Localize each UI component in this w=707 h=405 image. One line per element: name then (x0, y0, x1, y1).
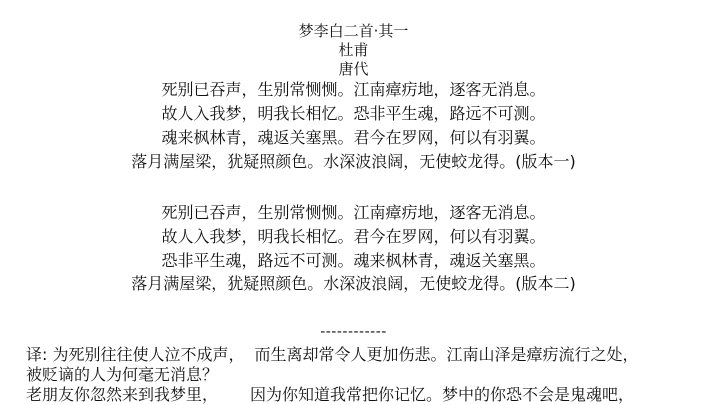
version2-line-3: 恐非平生魂，路远不可测。魂来枫林青，魂返关塞黑。 (161, 251, 546, 270)
translation-line-1-part-a: 译: 为死别往往使人泣不成声， (26, 345, 245, 364)
translation-line-2: 被贬谪的人为何毫无消息？ (26, 365, 219, 384)
version1-line-1: 死别已吞声，生别常恻恻。江南瘴疠地，逐客无消息。 (161, 80, 546, 99)
poem-title: 梦李白二首·其一 (298, 22, 409, 40)
translation-line-3-part-a: 老朋友你忽然来到我梦里， (26, 385, 219, 404)
poem-author: 杜甫 (338, 41, 369, 59)
version2-line-2: 故人入我梦，明我长相忆。君今在罗网，何以有羽翼。 (161, 227, 546, 246)
poem-dynasty: 唐代 (338, 60, 369, 78)
translation-line-3 (26, 385, 701, 405)
translation-line-3-part-b: 因为你知道我常把你记忆。梦中的你恐不会是鬼魂吧， (250, 385, 635, 404)
translation-line-1 (26, 345, 701, 365)
version1-line-4: 落月满屋梁，犹疑照颜色。水深波浪阔，无使蛟龙得。(版本一) (131, 152, 576, 171)
translation-line-1-part-b: 而生离却常令人更加伤悲。江南山泽是瘴疠流行之处， (254, 345, 639, 364)
version1-line-2: 故人入我梦，明我长相忆。恐非平生魂，路远不可测。 (161, 104, 546, 123)
version2-line-1: 死别已吞声，生别常恻恻。江南瘴疠地，逐客无消息。 (161, 203, 546, 222)
version1-line-3: 魂来枫林青，魂返关塞黑。君今在罗网，何以有羽翼。 (161, 128, 546, 147)
section-divider: ------------ (320, 324, 387, 340)
version2-line-4: 落月满屋梁，犹疑照颜色。水深波浪阔，无使蛟龙得。(版本二) (131, 274, 576, 293)
